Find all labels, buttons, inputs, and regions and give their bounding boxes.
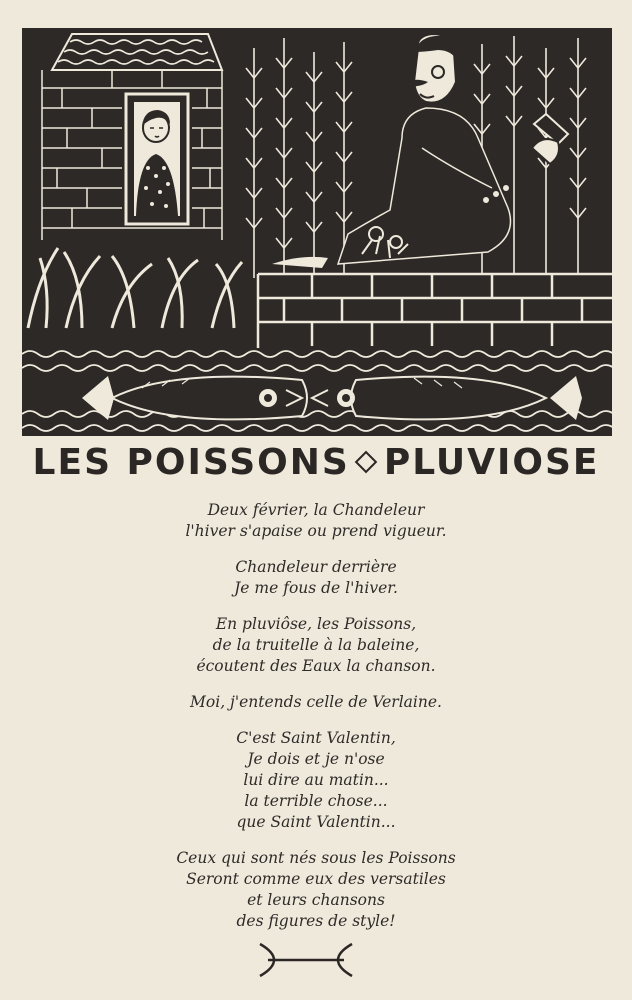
title-left: LES POISSONS [32,442,350,483]
poem-line: l'hiver s'apaise ou prend vigueur. [185,522,447,540]
poem-line: et leurs chansons [247,891,385,909]
stanza [130,557,502,599]
poem-line: écoutent des Eaux la chanson. [196,657,436,675]
poem-line: C'est Saint Valentin, [236,729,396,747]
stanza [130,692,502,713]
page-title [0,442,632,492]
poem-line: la terrible chose... [244,792,388,810]
woodcut-illustration [22,28,612,436]
brick-wall [258,274,612,348]
poem-line: que Saint Valentin... [236,813,396,831]
poem-line: Je me fous de l'hiver. [234,579,398,597]
poem-line: Deux février, la Chandeleur [207,501,425,519]
poem-line: Moi, j'entends celle de Verlaine. [190,693,442,711]
pisces-symbol-icon [254,940,358,980]
poem-line: Chandeleur derrière [235,558,397,576]
diamond-ornament-icon [354,451,377,474]
poem-line: En pluviôse, les Poissons, [215,615,417,633]
stanza [130,500,502,542]
poem-line: Seront comme eux des versatiles [186,870,446,888]
poem [130,500,502,947]
poem-line: des figures de style! [236,912,396,930]
stanza [130,614,502,677]
poem-line: Ceux qui sont nés sous les Poissons [176,849,456,867]
stanza [130,728,502,833]
poem-line: de la truitelle à la baleine, [212,636,420,654]
poem-line: Je dois et je n'ose [247,750,385,768]
stanza [130,848,502,932]
poem-line: lui dire au matin... [243,771,389,789]
title-right: PLUVIOSE [383,442,600,483]
